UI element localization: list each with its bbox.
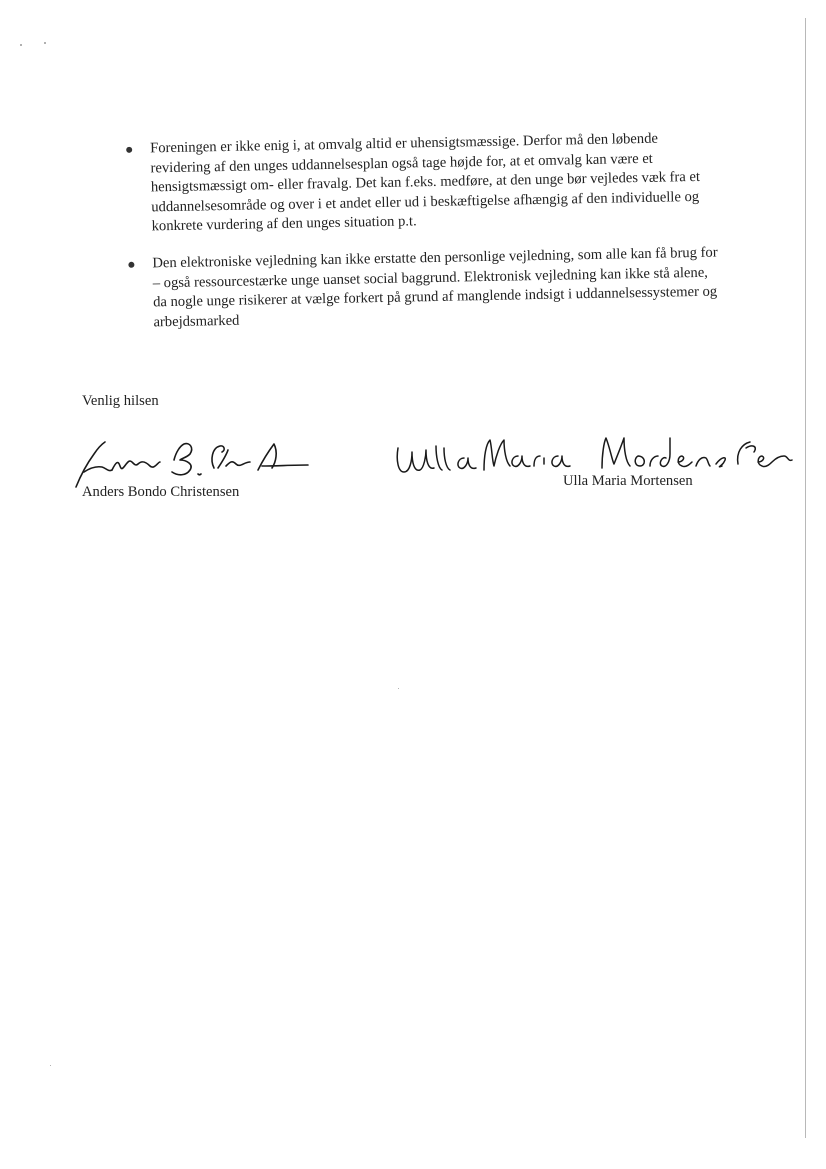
scan-speck [50, 1065, 51, 1066]
scan-speck [44, 42, 46, 44]
signatory-name: Ulla Maria Mortensen [563, 473, 693, 489]
scan-edge-line [805, 18, 806, 1138]
signatory-name: Anders Bondo Christensen [82, 484, 240, 500]
bullet-text: Foreningen er ikke enig i, at omvalg altid er uhensigtsmæssige. Derfor må den løbende revidering af den unges uddannelsesplan også tage højde for, at et omvalg kan være et hensigtsmæssigt om- eller fravalg. Det kan f.eks. medføre, at den unge bør vejledes væk fra et uddannelsesområde og over i et andet eller ud i beskæftigelse afhængig af den individuelle og konkrete vurdering af den unges situation p.t. [150, 130, 701, 235]
bullet-list [120, 128, 724, 350]
scan-speck [398, 688, 399, 689]
bullet-dot [128, 262, 134, 268]
bullet-text: Den elektroniske vejledning kan ikke erstatte den personlige vejledning, som alle kan få brug for – også ressourcestærke unge uanset social baggrund. Elektronisk vejledning kan ikke stå alene, da nogle unge risikerer at vælge forkert på grund af manglende indsigt i uddannelsessystemer og arbejdsmarked [152, 244, 718, 331]
bullet-item [120, 128, 722, 237]
bullet-dot [126, 147, 132, 153]
handwritten-signature-anders [72, 432, 310, 490]
scan-speck [20, 44, 22, 46]
bullet-item [122, 243, 723, 333]
closing-greeting: Venlig hilsen [82, 393, 159, 409]
